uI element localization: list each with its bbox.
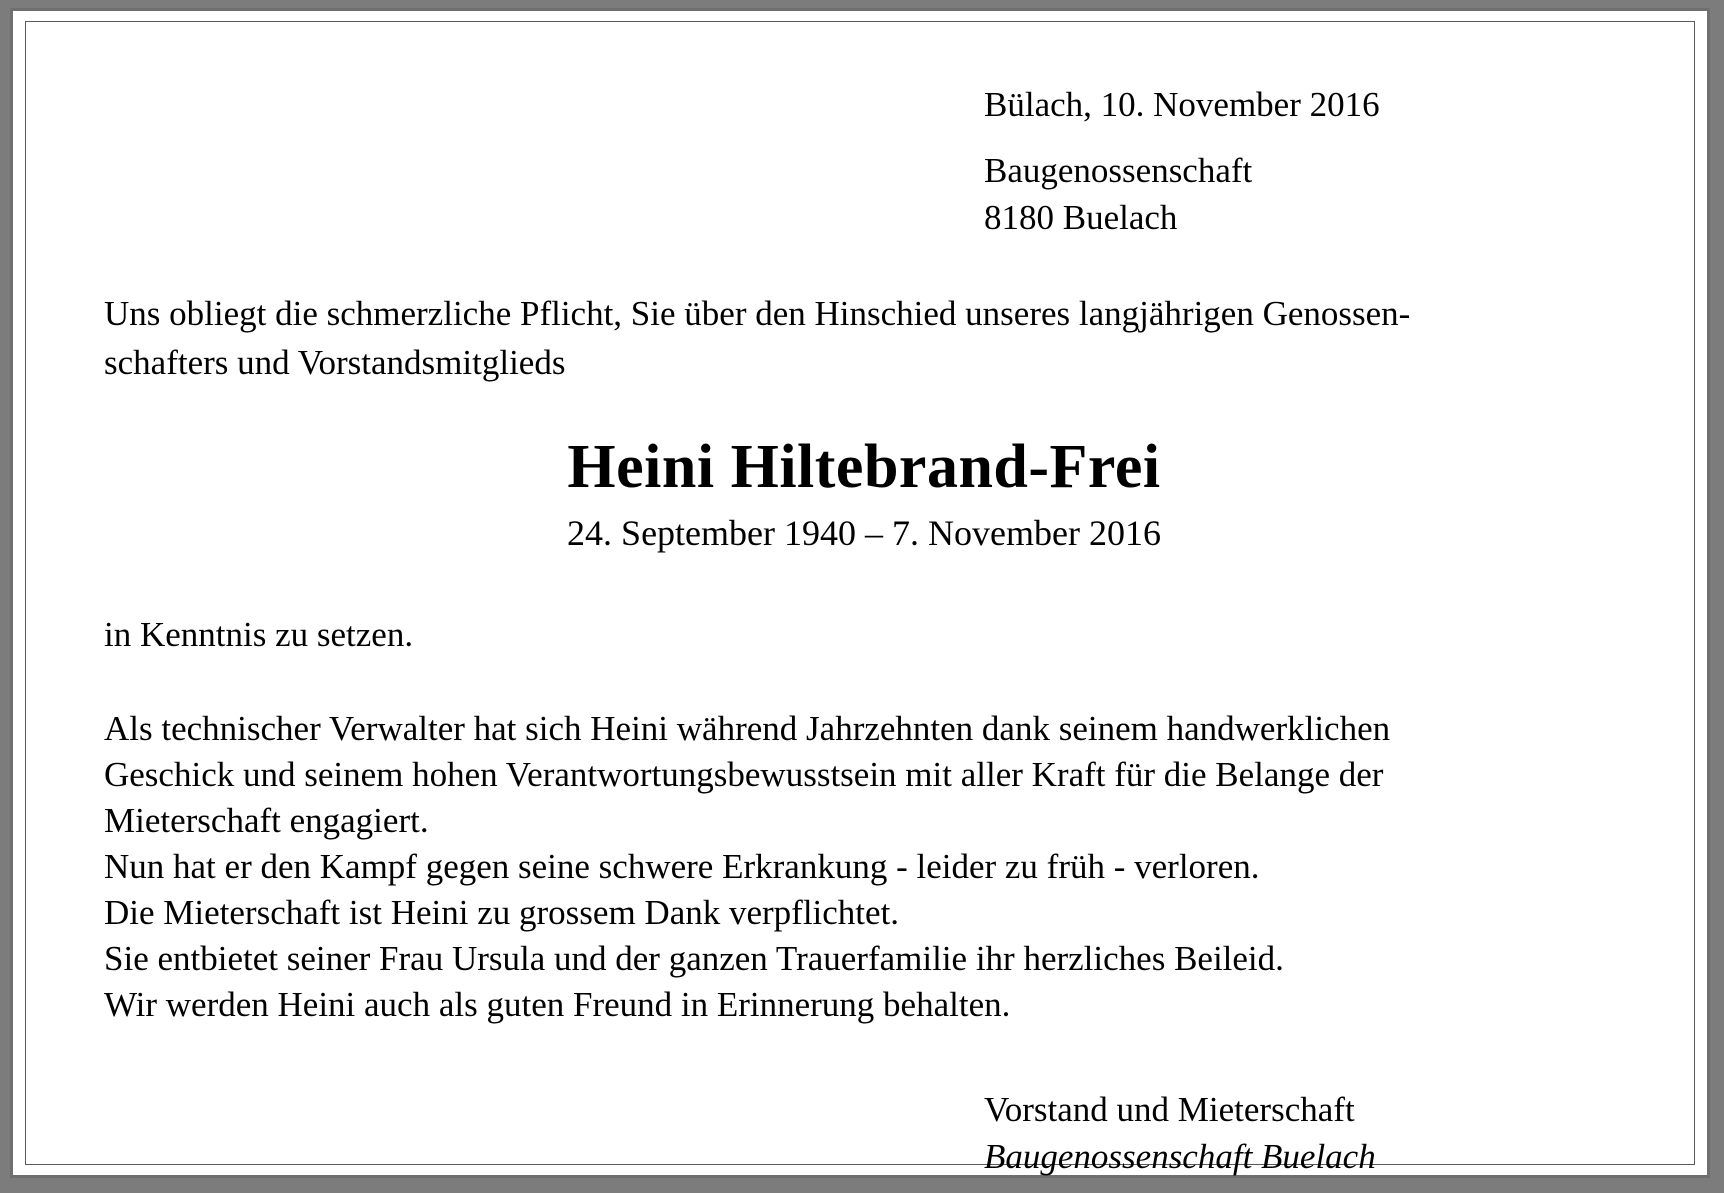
- signature-organization: Baugenossenschaft Buelach: [984, 1137, 1376, 1176]
- signature-author: Vorstand und Mieterschaft: [984, 1090, 1355, 1129]
- obituary-page-frame: [10, 8, 1710, 1178]
- intro-line-2: schafters und Vorstandsmitglieds: [104, 343, 566, 382]
- intro-line-1: Uns obliegt die schmerzliche Pflicht, Sie über den Hinschied unseres langjährigen Genossen-: [104, 294, 1411, 333]
- notification-close: in Kenntnis zu setzen.: [104, 615, 414, 654]
- signature-block: [984, 1086, 1624, 1180]
- tribute-line: Sie entbietet seiner Frau Ursula und der ganzen Trauerfamilie ihr herzliches Beileid.: [104, 939, 1284, 978]
- deceased-name: Heini Hiltebrand-Frei: [567, 433, 1161, 501]
- tribute-line: Geschick und seinem hohen Verantwortungsbewusstsein mit aller Kraft für die Belange der: [104, 755, 1384, 794]
- life-dates: 24. September 1940 – 7. November 2016: [567, 513, 1161, 553]
- organization-name: Baugenossenschaft: [984, 151, 1253, 190]
- obituary-content: [104, 80, 1624, 1180]
- header-block: [984, 80, 1624, 241]
- intro-paragraph: [104, 289, 1624, 387]
- organization-address: 8180 Buelach: [984, 198, 1178, 237]
- tribute-text: [104, 706, 1624, 1028]
- tribute-line: Nun hat er den Kampf gegen seine schwere Erkrankung - leider zu früh - verloren.: [104, 847, 1260, 886]
- tribute-line: Mieterschaft engagiert.: [104, 801, 429, 840]
- deceased-block: [104, 431, 1624, 559]
- place-and-date: Bülach, 10. November 2016: [984, 85, 1380, 124]
- tribute-line: Die Mieterschaft ist Heini zu grossem Dank verpflichtet.: [104, 893, 900, 932]
- obituary-paper: [25, 21, 1695, 1176]
- tribute-line: Wir werden Heini auch als guten Freund in Erinnerung behalten.: [104, 985, 1011, 1024]
- tribute-line: Als technischer Verwalter hat sich Heini während Jahrzehnten dank seinem handwerklichen: [104, 709, 1391, 748]
